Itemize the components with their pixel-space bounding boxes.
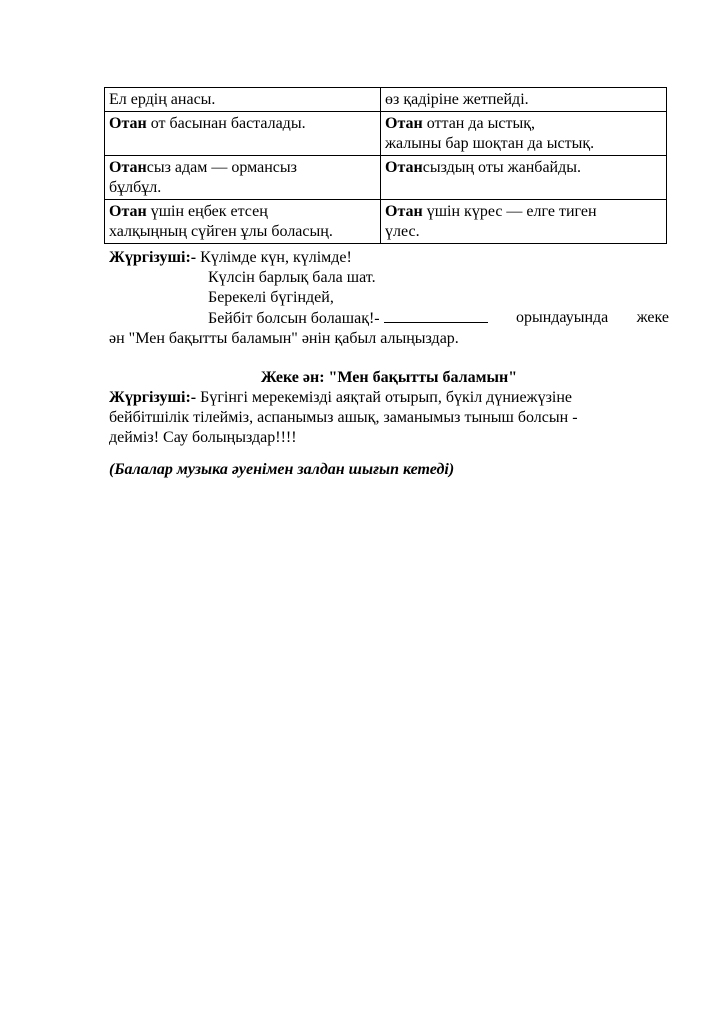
proverb-cell-left xyxy=(105,88,381,112)
closing-speech xyxy=(109,388,669,448)
poem-line-2: Күлсін барлық бала шат. xyxy=(208,269,376,286)
poem-line-5: ән "Мен бақытты баламын" әнін қабыл алыңыздар. xyxy=(109,330,459,347)
proverb-line xyxy=(109,202,376,222)
proverb-line xyxy=(385,114,662,134)
closing-line-3: дейміз! Сау болыңыздар!!!! xyxy=(109,429,297,446)
speaker-label: Жүргізуші:- xyxy=(109,249,197,266)
song-title: Жеке ән: "Мен бақытты баламын" xyxy=(260,369,518,386)
proverb-cell-right xyxy=(381,112,667,156)
table-row xyxy=(105,112,667,156)
proverb-line xyxy=(385,90,662,110)
blank-fill-line xyxy=(384,308,488,323)
poem-line-4: Бейбіт болсын болашақ!- орындауында жеке xyxy=(208,309,669,327)
closing-line-2: бейбітшілік тілейміз, аспанымыз ашық, заманымыз тыныш болсын - xyxy=(109,409,578,426)
proverb-cell-right xyxy=(381,200,667,244)
proverb-line xyxy=(385,202,662,222)
proverbs-table xyxy=(104,87,667,244)
stage-note: (Балалар музыка әуенімен залдан шығып кетеді) xyxy=(109,461,455,478)
proverb-line xyxy=(109,158,376,178)
closing-line-1: Жүргізуші:- Бүгінгі мерекемізді аяқтай отырып, бүкіл дүниежүзіне xyxy=(109,389,573,406)
proverb-keyword: Отан xyxy=(385,203,423,220)
proverb-text: үшін күрес — елге тиген xyxy=(422,203,597,220)
proverb-text: халқыңның сүйген ұлы боласың. xyxy=(109,223,333,240)
proverb-keyword: Отан xyxy=(109,203,147,220)
proverb-line xyxy=(385,222,662,242)
proverb-text: сыздың оты жанбайды. xyxy=(422,159,581,176)
proverb-line xyxy=(109,90,376,110)
proverb-cell-right xyxy=(381,88,667,112)
proverb-keyword: Отан xyxy=(109,159,147,176)
proverb-line xyxy=(109,178,376,198)
proverb-cell-left xyxy=(105,200,381,244)
host-poem xyxy=(109,248,669,349)
table-row xyxy=(105,200,667,244)
proverb-text: бұлбұл. xyxy=(109,179,162,196)
proverb-cell-right xyxy=(381,156,667,200)
proverb-line xyxy=(109,114,376,134)
proverb-text: жалыны бар шоқтан да ыстық. xyxy=(385,135,595,152)
table-row xyxy=(105,156,667,200)
proverb-line xyxy=(385,134,662,154)
proverb-cell-left xyxy=(105,156,381,200)
proverb-text: Ел ердің анасы. xyxy=(109,91,216,108)
proverb-text: өз қадіріне жетпейді. xyxy=(385,91,529,108)
proverb-text: оттан да ыстық, xyxy=(422,115,535,132)
proverb-cell-left xyxy=(105,112,381,156)
table-row xyxy=(105,88,667,112)
proverb-text: үшін еңбек етсең xyxy=(146,203,268,220)
proverb-keyword: Отан xyxy=(385,159,423,176)
poem-line-1: Жүргізуші:- Күлімде күн, күлімде! xyxy=(109,249,352,266)
speaker-label: Жүргізуші:- xyxy=(109,389,197,406)
poem-line-3: Берекелі бүгіндей, xyxy=(208,289,334,306)
proverb-text: үлес. xyxy=(385,223,420,240)
proverb-line xyxy=(385,158,662,178)
proverb-text: сыз адам — ормансыз xyxy=(146,159,297,176)
proverb-keyword: Отан xyxy=(385,115,423,132)
proverb-text: от басынан басталады. xyxy=(146,115,306,132)
proverb-line xyxy=(109,222,376,242)
proverb-keyword: Отан xyxy=(109,115,147,132)
